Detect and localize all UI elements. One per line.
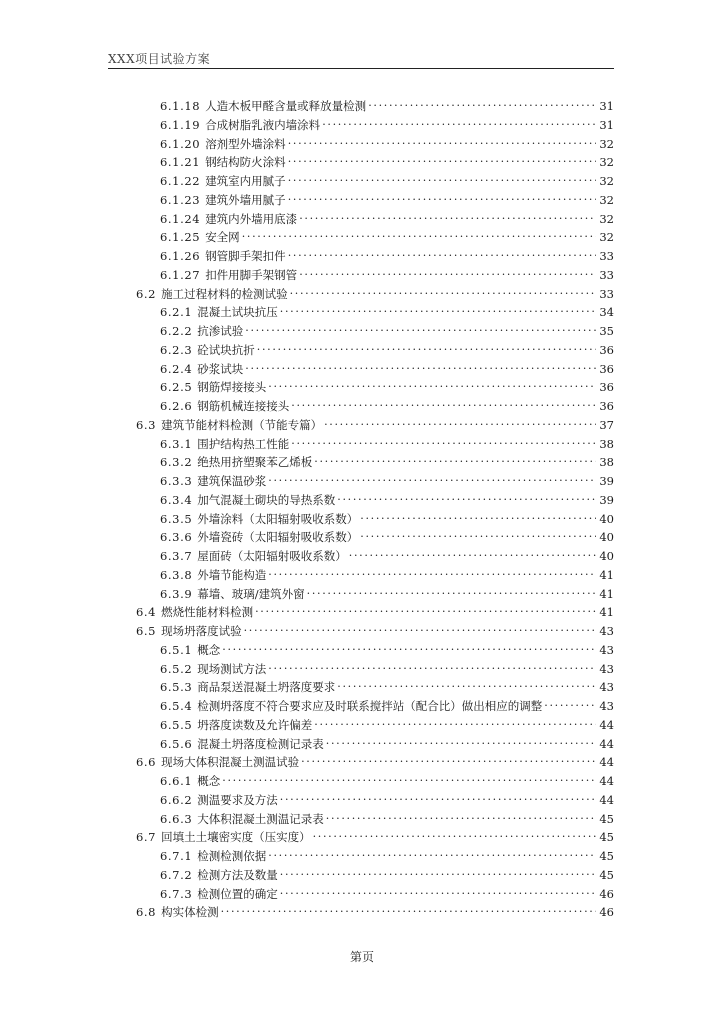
toc-entry-title: 钢筋焊接接头 (197, 380, 267, 395)
toc-entry-number: 6.1.22 (160, 174, 201, 188)
toc-entry-page: 32 (599, 192, 614, 207)
toc-entry-title: 安全网 (205, 230, 240, 245)
toc-entry-number: 6.6.2 (160, 792, 193, 807)
toc-entry-number: 6.3.5 (160, 511, 193, 526)
toc-entry-number: 6.2.2 (160, 324, 193, 338)
toc-leader-dots (280, 304, 596, 316)
toc-entry-number: 6.8 (136, 905, 157, 920)
toc-entry-page: 36 (599, 342, 614, 357)
toc-entry-number: 6.7.3 (160, 886, 193, 901)
toc-entry[interactable] (160, 811, 614, 830)
toc-entry[interactable] (160, 379, 614, 398)
toc-entry-title: 建筑节能材料检测（节能专篇） (161, 417, 323, 432)
toc-leader-dots (301, 754, 596, 766)
toc-entry-title: 砂浆试块 (197, 361, 244, 376)
toc-entry[interactable] (136, 829, 614, 848)
toc-entry-number: 6.2.4 (160, 361, 193, 376)
toc-entry-page: 44 (599, 755, 614, 770)
toc-entry-title: 燃烧性能材料检测 (161, 605, 254, 620)
toc-entry-number: 6.3.8 (160, 567, 193, 582)
toc-entry-title: 加气混凝土砌块的导热系数 (197, 492, 336, 507)
toc-entry[interactable] (160, 679, 614, 698)
toc-entry-title: 建筑外墙用腻子 (205, 192, 286, 207)
toc-entry-page: 38 (599, 455, 614, 470)
toc-leader-dots (291, 398, 596, 410)
toc-entry[interactable] (136, 417, 614, 436)
toc-entry-number: 6.2.5 (160, 380, 193, 395)
toc-entry-title: 检测坍落度不符合要求应及时联系搅拌站（配合比）做出相应的调整 (197, 699, 543, 713)
toc-entry[interactable] (136, 904, 614, 923)
toc-leader-dots (299, 267, 596, 279)
toc-entry[interactable] (160, 98, 614, 117)
toc-entry-number: 6.5.6 (160, 736, 193, 751)
toc-entry-title: 大体积混凝土测温记录表 (197, 811, 324, 826)
toc-entry-number: 6.6 (136, 755, 157, 770)
toc-leader-dots (245, 361, 596, 373)
toc-leader-dots (255, 604, 596, 616)
toc-entry-title: 外墙涂料（太阳辐射吸收系数） (197, 511, 359, 526)
toc-entry-page: 44 (599, 736, 614, 751)
toc-leader-dots (314, 454, 596, 466)
toc-entry[interactable] (160, 436, 614, 455)
toc-entry[interactable] (160, 698, 614, 717)
toc-entry-number: 6.4 (136, 605, 157, 620)
toc-entry-page: 44 (599, 717, 614, 732)
toc-leader-dots (268, 473, 596, 485)
toc-leader-dots (245, 323, 596, 335)
toc-entry-page: 45 (599, 849, 614, 863)
toc-entry-title: 溶剂型外墙涂料 (205, 136, 286, 151)
toc-entry-number: 6.3.1 (160, 436, 193, 451)
toc-entry-title: 坍落度读数及允许偏差 (197, 717, 313, 732)
toc-entry[interactable] (160, 267, 614, 286)
toc-entry-title: 测温要求及方法 (197, 792, 278, 807)
toc-entry-page: 43 (599, 624, 614, 638)
toc-entry-number: 6.5.1 (160, 642, 193, 657)
toc-leader-dots (221, 904, 596, 916)
toc-entry-title: 建筑内外墙用底漆 (205, 211, 298, 226)
toc-entry-number: 6.1.25 (160, 230, 201, 245)
toc-entry[interactable] (160, 867, 614, 886)
toc-entry-number: 6.1.24 (160, 211, 201, 226)
toc-entry[interactable] (160, 211, 614, 230)
toc-leader-dots (288, 136, 596, 148)
toc-entry[interactable] (160, 661, 614, 680)
toc-entry-number: 6.5.2 (160, 661, 193, 676)
toc-entry-title: 围护结构热工性能 (197, 436, 290, 451)
toc-entry-title: 概念 (197, 774, 221, 788)
toc-entry-page: 41 (599, 605, 614, 620)
toc-entry[interactable] (160, 492, 614, 511)
toc-entry-page: 45 (599, 867, 614, 882)
toc-entry[interactable] (160, 586, 614, 605)
toc-entry-page: 33 (599, 286, 614, 301)
toc-entry[interactable] (160, 323, 614, 342)
toc-entry[interactable] (160, 473, 614, 492)
toc-entry[interactable] (160, 567, 614, 586)
toc-entry[interactable] (160, 304, 614, 323)
toc-entry-page: 38 (599, 436, 614, 451)
toc-leader-dots (288, 173, 596, 185)
toc-entry-number: 6.1.21 (160, 155, 201, 170)
toc-leader-dots (307, 586, 596, 598)
toc-leader-dots (288, 154, 596, 166)
toc-entry-title: 现场大体积混凝土测温试验 (161, 755, 300, 770)
toc-entry-number: 6.3.2 (160, 455, 193, 470)
toc-leader-dots (268, 661, 596, 673)
toc-entry[interactable] (160, 154, 614, 173)
toc-entry-title: 检测检测依据 (197, 849, 267, 863)
toc-entry-number: 6.7.2 (160, 867, 193, 882)
toc-entry-page: 35 (599, 324, 614, 338)
toc-entry-title: 外墙瓷砖（太阳辐射吸收系数） (197, 530, 359, 545)
toc-entry-number: 6.7.1 (160, 849, 193, 863)
toc-leader-dots (360, 511, 596, 523)
toc-entry-page: 32 (599, 211, 614, 226)
toc-leader-dots (280, 867, 596, 879)
toc-entry[interactable] (136, 754, 614, 773)
toc-entry-title: 人造木板甲醛含量或释放量检测 (205, 99, 367, 113)
toc-entry-title: 现场坍落度试验 (161, 624, 242, 638)
toc-entry-page: 45 (599, 830, 614, 845)
toc-entry-page: 45 (599, 811, 614, 826)
toc-entry-number: 6.1.23 (160, 192, 201, 207)
toc-leader-dots (222, 773, 596, 785)
toc-entry-title: 抗渗试验 (197, 324, 244, 338)
toc-entry[interactable] (160, 173, 614, 192)
toc-entry-number: 6.6.3 (160, 811, 193, 826)
toc-leader-dots (326, 736, 596, 748)
toc-entry-title: 检测方法及数量 (197, 867, 278, 882)
toc-entry-page: 39 (599, 492, 614, 507)
toc-entry-page: 36 (599, 399, 614, 413)
toc-leader-dots (326, 811, 596, 823)
toc-entry[interactable] (136, 286, 614, 305)
toc-entry-number: 6.3.7 (160, 549, 193, 563)
toc-leader-dots (280, 792, 596, 804)
toc-leader-dots (288, 248, 596, 260)
toc-leader-dots (290, 286, 596, 298)
toc-entry[interactable] (136, 604, 614, 623)
toc-entry[interactable] (160, 736, 614, 755)
toc-entry-page: 37 (599, 417, 614, 432)
toc-leader-dots (337, 492, 596, 504)
toc-entry[interactable] (160, 192, 614, 211)
toc-entry-title: 合成树脂乳液内墙涂料 (205, 117, 321, 132)
toc-leader-dots (244, 623, 596, 635)
toc-entry[interactable] (160, 117, 614, 136)
toc-leader-dots (299, 211, 596, 223)
toc-entry-title: 外墙节能构造 (197, 567, 267, 582)
toc-entry[interactable] (160, 398, 614, 417)
toc-entry-number: 6.3.4 (160, 492, 193, 507)
toc-leader-dots (268, 379, 596, 391)
toc-entry-title: 回填土土壤密实度（压实度） (161, 830, 311, 845)
toc-entry-title: 建筑保温砂浆 (197, 474, 267, 488)
toc-leader-dots (257, 342, 596, 354)
toc-entry-number: 6.2.1 (160, 305, 193, 320)
toc-entry-page: 40 (599, 511, 614, 526)
toc-entry[interactable] (160, 642, 614, 661)
toc-entry-page: 43 (599, 661, 614, 676)
toc-entry-page: 43 (599, 642, 614, 657)
toc-entry-title: 钢筋机械连接接头 (197, 399, 290, 413)
toc-entry-number: 6.5.5 (160, 717, 193, 732)
toc-entry[interactable] (160, 717, 614, 736)
toc-leader-dots (280, 886, 596, 898)
toc-entry[interactable] (160, 229, 614, 248)
toc-entry-page: 31 (599, 99, 614, 113)
toc-entry-title: 施工过程材料的检测试验 (161, 286, 288, 301)
toc-leader-dots (322, 117, 596, 129)
toc-entry-number: 6.2.3 (160, 342, 193, 357)
toc-entry-page: 31 (599, 117, 614, 132)
toc-entry-number: 6.1.18 (160, 99, 201, 113)
toc-entry-title: 概念 (197, 642, 221, 657)
toc-entry-page: 43 (599, 699, 614, 713)
toc-entry-title: 钢管脚手架扣件 (205, 249, 286, 263)
toc-entry[interactable] (160, 773, 614, 792)
toc-entry[interactable] (160, 792, 614, 811)
toc-entry-title: 现场测试方法 (197, 661, 267, 676)
toc-entry[interactable] (160, 342, 614, 361)
toc-entry[interactable] (160, 848, 614, 867)
toc-entry[interactable] (160, 361, 614, 380)
toc-entry-title: 屋面砖（太阳辐射吸收系数） (197, 549, 347, 563)
toc-entry[interactable] (136, 623, 614, 642)
toc-entry[interactable] (160, 248, 614, 267)
document-title: XXX项目试验方案 (108, 52, 211, 66)
toc-entry-title: 混凝土坍落度检测记录表 (197, 736, 324, 751)
toc-entry[interactable] (160, 548, 614, 567)
toc-entry-page: 34 (599, 305, 614, 320)
toc-entry-title: 绝热用挤塑聚苯乙烯板 (197, 455, 313, 470)
toc-entry-page: 33 (599, 249, 614, 263)
toc-entry-number: 6.1.20 (160, 136, 201, 151)
toc-entry-number: 6.3.3 (160, 474, 193, 488)
toc-leader-dots (222, 642, 596, 654)
toc-entry-number: 6.2 (136, 286, 157, 301)
toc-entry-page: 36 (599, 380, 614, 395)
toc-entry-page: 40 (599, 530, 614, 545)
toc-entry-number: 6.3.9 (160, 586, 193, 601)
toc-entry-title: 检测位置的确定 (197, 886, 278, 901)
toc-entry-page: 40 (599, 549, 614, 563)
toc-entry-title: 混凝土试块抗压 (197, 305, 278, 320)
toc-entry-title: 钢结构防火涂料 (205, 155, 286, 170)
toc-leader-dots (368, 98, 596, 110)
toc-entry-number: 6.1.27 (160, 267, 201, 282)
toc-leader-dots (349, 548, 596, 560)
toc-entry-page: 44 (599, 792, 614, 807)
toc-leader-dots (324, 417, 596, 429)
toc-entry[interactable] (160, 454, 614, 473)
page-header (108, 50, 614, 69)
toc-entry-page: 46 (599, 905, 614, 920)
toc-entry-number: 6.5.3 (160, 680, 193, 695)
toc-leader-dots (268, 567, 596, 579)
toc-entry-title: 建筑室内用腻子 (205, 174, 286, 188)
toc-leader-dots (337, 679, 596, 691)
toc-entry[interactable] (160, 511, 614, 530)
toc-entry-page: 33 (599, 267, 614, 282)
toc-entry-page: 41 (599, 586, 614, 601)
toc-leader-dots (268, 848, 596, 860)
toc-entry-title: 幕墙、玻璃/建筑外窗 (197, 586, 305, 601)
toc-entry-number: 6.7 (136, 830, 157, 845)
toc-entry-title: 砼试块抗折 (197, 342, 255, 357)
toc-entry-number: 6.5 (136, 624, 157, 638)
toc-leader-dots (242, 229, 596, 241)
toc-entry-page: 46 (599, 886, 614, 901)
toc-leader-dots (544, 698, 596, 710)
toc-leader-dots (360, 529, 596, 541)
toc-entry-page: 32 (599, 136, 614, 151)
toc-entry-page: 32 (599, 155, 614, 170)
toc-entry-page: 44 (599, 774, 614, 788)
toc-entry-number: 6.6.1 (160, 774, 193, 788)
toc-entry-page: 36 (599, 361, 614, 376)
toc-entry-page: 43 (599, 680, 614, 695)
toc-entry-page: 39 (599, 474, 614, 488)
toc-entry[interactable] (160, 136, 614, 155)
toc-entry[interactable] (160, 886, 614, 905)
toc-entry-number: 6.3 (136, 417, 157, 432)
toc-entry-number: 6.3.6 (160, 530, 193, 545)
toc-entry-title: 扣件用脚手架钢管 (205, 267, 298, 282)
toc-entry-page: 32 (599, 174, 614, 188)
toc-entry[interactable] (160, 529, 614, 548)
page-number-label: 第页 (349, 950, 374, 964)
toc-entry-number: 6.5.4 (160, 699, 193, 713)
toc-entry-page: 41 (599, 567, 614, 582)
toc-leader-dots (314, 717, 596, 729)
toc-leader-dots (288, 192, 596, 204)
page-footer (0, 948, 724, 965)
toc-entry-title: 构实体检测 (161, 905, 219, 920)
toc-entry-title: 商品泵送混凝土坍落度要求 (197, 680, 336, 695)
toc-entry-number: 6.1.19 (160, 117, 201, 132)
toc-leader-dots (313, 829, 596, 841)
toc-leader-dots (291, 436, 596, 448)
toc-entry-number: 6.1.26 (160, 249, 201, 263)
toc-entry-page: 32 (599, 230, 614, 245)
toc-entry-number: 6.2.6 (160, 399, 193, 413)
